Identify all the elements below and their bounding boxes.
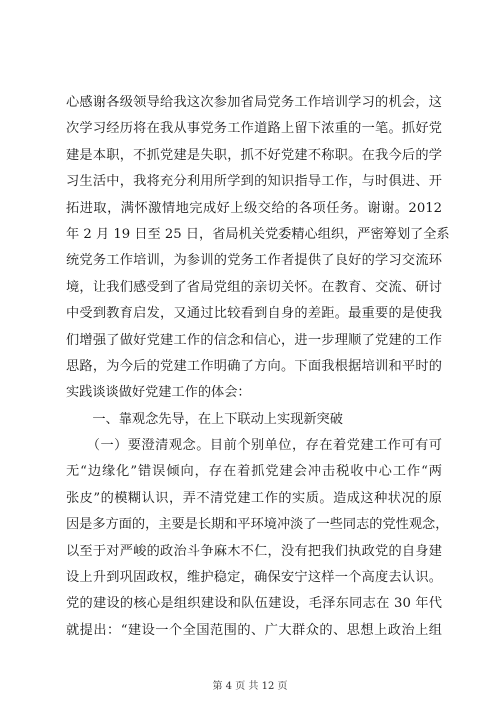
text-line: 习生活中，我将充分利用所学到的知识指导工作，与时俱进、开 [66, 174, 442, 190]
body-text [66, 90, 450, 644]
text-line: 设上升到巩固政权，维护稳定，确保安宁这样一个高度去认识。 [66, 570, 442, 586]
text-line: 中受到教育启发，又通过比较看到自身的差距。最重要的是使我 [66, 306, 442, 322]
text-line: 就提出：“建设一个全国范围的、广大群众的、思想上政治上组 [66, 622, 442, 638]
text-line: 建是本职，不抓党建是失职，抓不好党建不称职。在我今后的学 [66, 147, 442, 163]
text-line: 思路，为今后的党建工作明确了方向。下面我根据培训和平时的 [66, 358, 442, 374]
page-number: 第 4 页 共 12 页 [212, 681, 288, 692]
text-line: 年 2 月 19 日至 25 日，省局机关党委精心组织，严密筹划了全系 [66, 226, 450, 242]
text-line: 张皮”的模糊认识，弄不清党建工作的实质。造成这种状况的原 [66, 490, 442, 506]
text-line: 们增强了做好党建工作的信念和信心，进一步理顺了党建的工作 [66, 332, 442, 348]
text-line: 境，让我们感受到了省局党组的亲切关怀。在教育、交流、研讨 [66, 279, 442, 295]
text-line: 实践谈谈做好党建工作的体会： [66, 385, 251, 401]
text-line: 以至于对严峻的政治斗争麻木不仁，没有把我们执政党的自身建 [66, 543, 442, 559]
text-line: 拓进取，满怀激情地完成好上级交给的各项任务。谢谢。2012 [66, 200, 442, 216]
text-line: 次学习经历将在我从事党务工作道路上留下浓重的一笔。抓好党 [66, 121, 442, 137]
text-line: 党的建设的核心是组织建设和队伍建设，毛泽东同志在 30 年代 [66, 596, 442, 612]
text-line: 无“边缘化”错误倾向，存在着抓党建会冲击税收中心工作“两 [66, 464, 442, 480]
text-line: （一）要澄清观念。目前个别单位，存在着党建工作可有可 [66, 438, 442, 454]
section-heading: 一、靠观念先导，在上下联动上实现新突破 [66, 411, 343, 427]
text-line: 因是多方面的，主要是长期和平环境冲淡了一些同志的党性观念， [66, 517, 449, 533]
text-line: 心感谢各级领导给我这次参加省局党务工作培训学习的机会，这 [66, 95, 442, 110]
text-line: 统党务工作培训，为参训的党务工作者提供了良好的学习交流环 [66, 253, 442, 269]
page-footer [0, 677, 500, 692]
